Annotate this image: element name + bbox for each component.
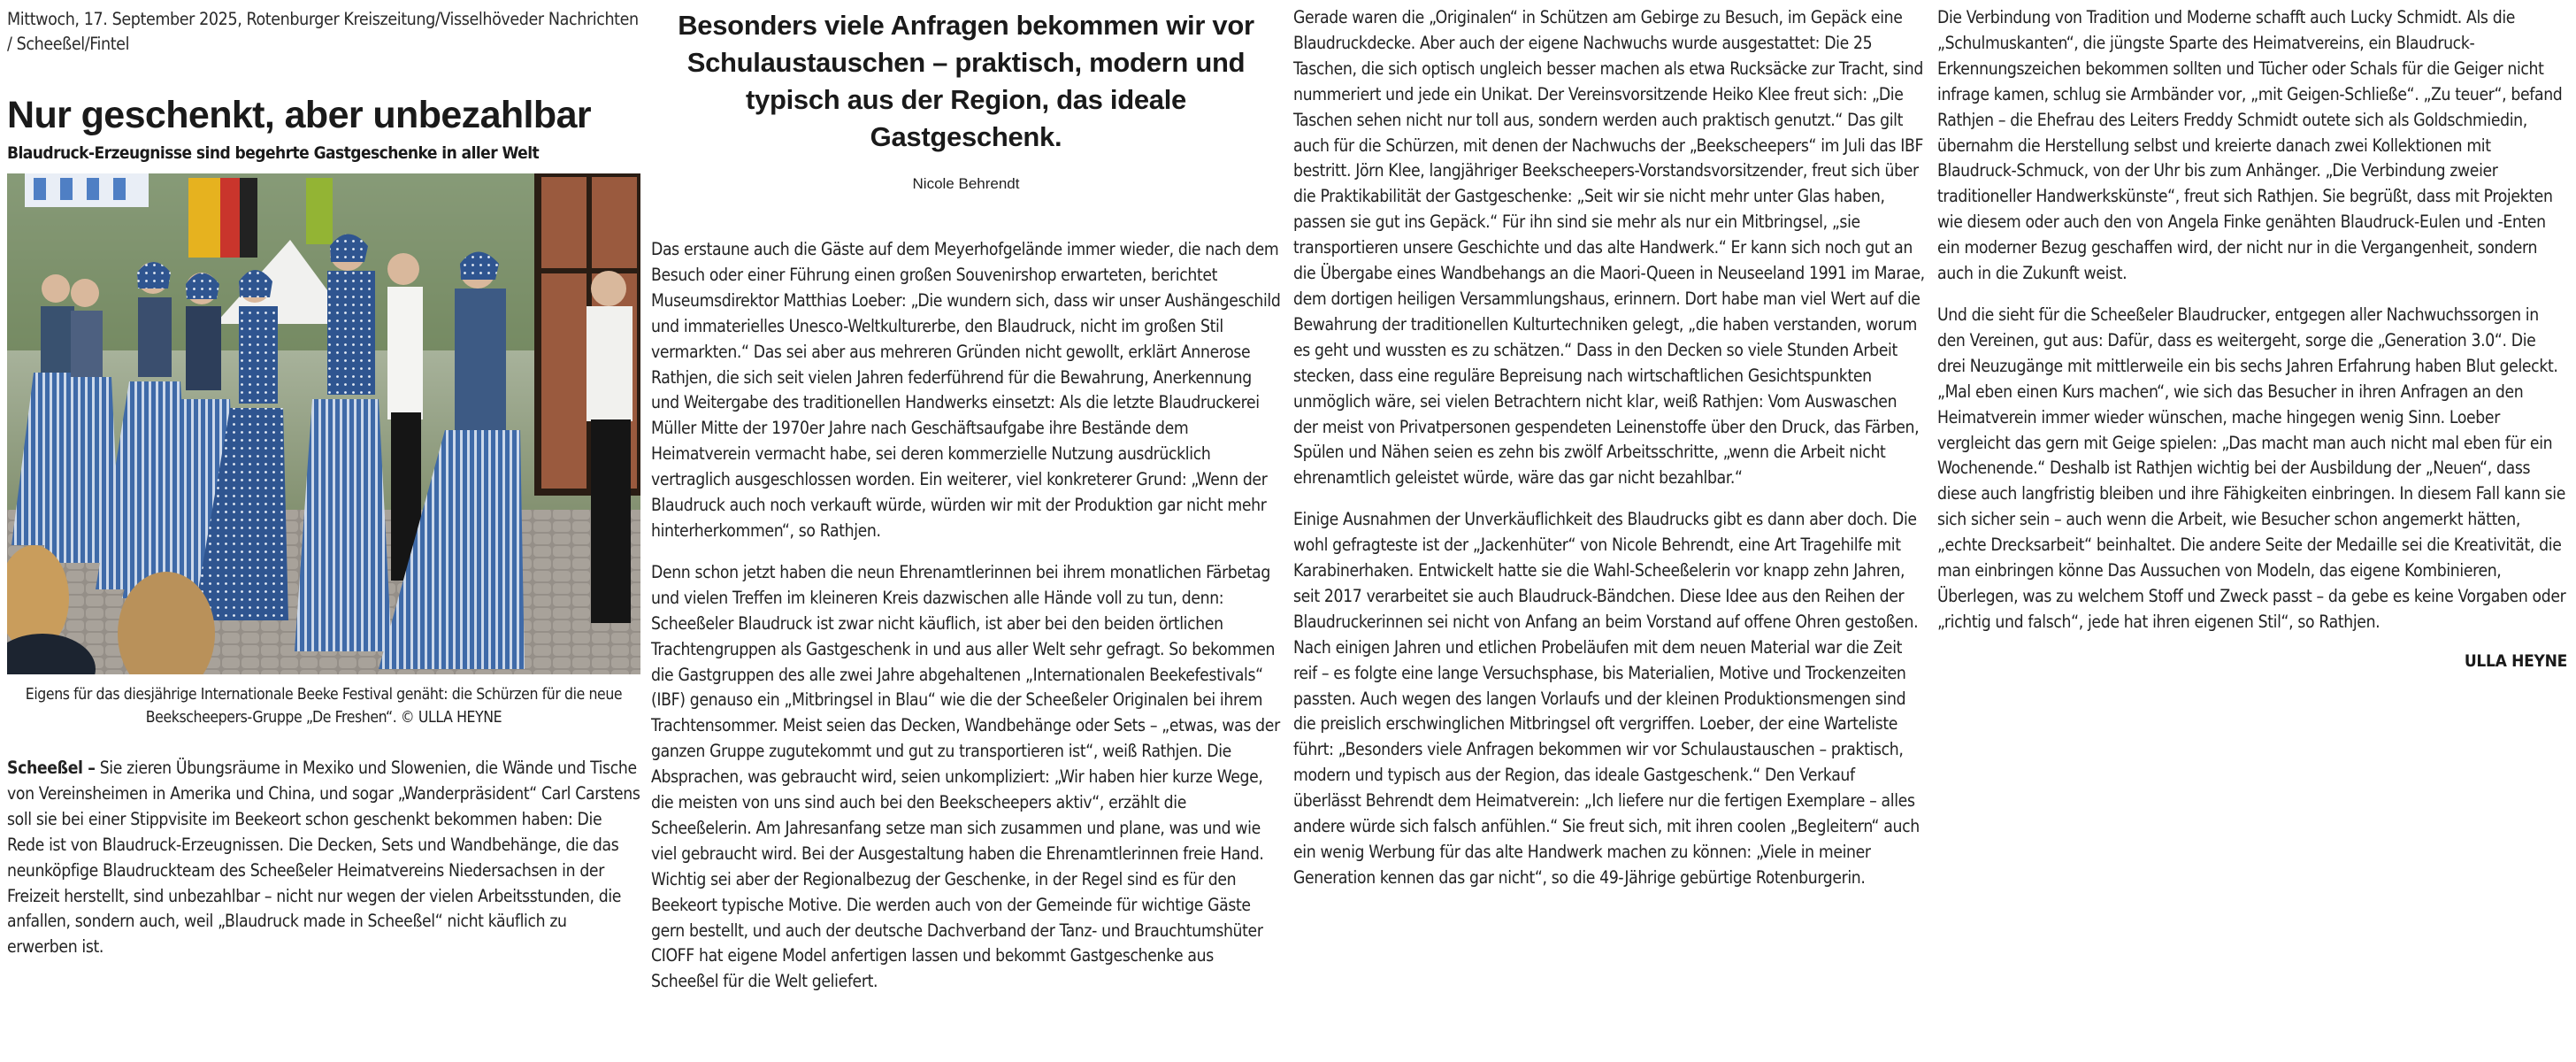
article-photo bbox=[7, 173, 640, 674]
lead-text: Sie zieren Übungsräume in Mexiko und Slowenien, die Wände und Tische von Vereinsheimen in Amerika und China, und sogar „Wanderpräsident“ Carl Carstens soll sie bei einer Stippvisite im Beekeort schon geschenkt bekommen haben: Die Rede ist von Blaudruck-Erzeugnissen. Die Decken, Sets und Wandbehänge, die das neunköpfige Blaudruckteam des Scheeßeler Heimatvereins Niedersachsen in der Freizeit herstellt, sind unbezahlbar – nicht nur wegen der vielen Arbeitsstunden, die anfallen, sondern auch, weil „Blaudruck made in Scheeßel“ nicht käuflich zu erwerben ist. bbox=[7, 758, 640, 958]
lead-paragraph bbox=[7, 756, 640, 960]
column-1 bbox=[7, 0, 640, 1062]
body-paragraph: Denn schon jetzt haben die neun Ehrenamtlerinnen bei ihrem monatlichen Färbetag und vielen Treffen im kleineren Kreis dazwischen alle Hände voll zu tun, denn: Scheeßeler Blaudruck ist zwar nicht käuflich, ist aber bei den beiden örtlichen Trachtengruppen als Gastgeschenk in und aus aller Welt sehr gefragt. So bekommen die Gastgruppen des alle zwei Jahre abgehaltenen „Internationalen Beekefestivals“ (IBF) genauso ein „Mitbringsel in Blau“ wie die der Scheeßeler Originalen bei ihrem Trachtensommer. Meist seien das Decken, Wandbehänge oder Sets – „etwas, was der ganzen Gruppe zugutekommt und gut zu transportieren ist“, weiß Rathjen. Die Absprachen, was gebraucht wird, seien unkompliziert: „Wir haben hier kurze Wege, die meisten von uns sind auch bei den Beekscheepers aktiv“, erzählt die Scheeßelerin. Am Jahresanfang setze man sich zusammen und plane, was und wie viel gebraucht wird. Bei der Ausgestaltung haben die Ehrenamtlerinnen freie Hand. Wichtig sei aber der Regionalbezug der Geschenke, in der Regel sind es für den Beekeort typische Motive. Die werden auch von der Gemeinde für wichtige Gäste gern bestellt, und auch der deutsche Dachverband der Tanz- und Brauchtumshüter CIOFF hat eigene Model anfertigen lassen und bekommt Gastgeschenke aus Scheeßel für die Welt geliefert. bbox=[651, 561, 1280, 992]
author-byline: ULLA HEYNE bbox=[2464, 650, 2567, 671]
photo-caption: Eigens für das diesjährige Internationale Beeke Festival genäht: die Schürzen für die neue Beekscheepers-Gruppe „De Freshen“. © ULLA HEYNE bbox=[25, 686, 623, 727]
body-paragraph: Und die sieht für die Scheeßeler Blaudrucker, entgegen aller Nachwuchssorgen in den Vereinen, gut aus: Dafür, dass es weitergeht, sorge die „Generation 3.0“. Die drei Neuzugänge mit mittlerweile ein bis sechs Jahren Erfahrung haben Blut geleckt. „Mal eben einen Kurs machen“, wie sich das Besucher in ihren Anfragen an den Heimatverein immer wieder wünschen, mache hingegen wenig Sinn. Loeber vergleicht das gern mit Geige spielen: „Das macht man auch nicht mal eben für ein Wochenende.“ Deshalb ist Rathjen wichtig bei der Ausbildung der „Neuen“, dass diese auch langfristig bleiben und ihre Fähigkeiten einbringen. In diesem Fall kann sie sich sicher sein – auch wenn die Arbeit, wie Besucher schon angemerkt hätten, „echte Drecksarbeit“ beinhaltet. Die andere Seite der Medaille sei die Kreativität, die man einbringen könne Das Aussuchen von Modeln, das eigene Kombinieren, Überlegen, was zu welchem Stoff und Zweck passt – da gebe es keine Vorgaben oder „richtig und falsch“, jede hat ihren eigenen Stil“, so Rathjen. bbox=[1937, 304, 2566, 632]
pull-quote-author: Nicole Behrendt bbox=[912, 175, 1020, 192]
column-4 bbox=[1937, 0, 2567, 1062]
body-paragraph: Das erstaune auch die Gäste auf dem Meyerhofgelände immer wieder, die nach dem Besuch oder einer Führung einen großen Souvenirshop erwarteten, berichtet Museumsdirektor Matthias Loeber: „Die wundern sich, dass wir unser Aushängeschild und immaterielles Unesco-Weltkulturerbe, den Blaudruck, nicht im großen Stil vermarkten.“ Das sei aber aus mehreren Gründen nicht gewollt, erklärt Annerose Rathjen, die sich seit vielen Jahren federführend für die Bewahrung, Anerkennung und Weitergabe des traditionellen Handwerks einsetzt: Als die letzte Blaudruckerei Müller Mitte der 1970er Jahre nach Geschäftsaufgabe ihre Bestände dem Heimatverein vermacht habe, sei deren kommerzielle Nutzung ausdrücklich vertraglich ausgeschlossen worden. Ein weiterer, viel konkreterer Grund: „Wenn der Blaudruck auch noch verkauft würde, würden wir mit der Produktion gar nicht mehr hinterherkommen“, so Rathjen. bbox=[651, 239, 1281, 541]
subheadline: Blaudruck-Erzeugnisse sind begehrte Gastgeschenke in aller Welt bbox=[7, 143, 540, 163]
body-paragraph: Gerade waren die „Originalen“ in Schützen am Gebirge zu Besuch, im Gepäck eine Blaudruckdecke. Aber auch der eigene Nachwuchs wurde ausgestattet: Die 25 Taschen, die sich optisch ungleich besser machen als etwa Rucksäcke zur Tracht, sind nummeriert und jede ein Unikat. Der Vereinsvorsitzende Heiko Klee freut sich: „Die Taschen sehen nicht nur toll aus, sondern werden auch praktisch genutzt.“ Das gilt auch für die Schürzen, mit denen der Nachwuchs der „Beekscheepers“ im Juli das IBF bestritt. Jörn Klee, langjähriger Beekscheepers-Vorstandsvorsitzender, freut sich über die Praktikabilität der Gastgeschenke: „Seit wir sie nicht mehr unter Glas haben, passen sie gut ins Gepäck.“ Für ihn sind sie mehr als nur ein Mitbringsel, „sie transportieren unsere Geschichte und das alte Handwerk.“ Er kann sich noch gut an die Übergabe eines Wandbehangs an die Maori-Queen in Neuseeland 1991 im Marae, dem dortigen heiligen Versammlungshaus, erinnern. Dort habe man viel Wert auf die Bewahrung der traditionellen Kulturtechniken gelegt, „die haben verstanden, worum es geht und wussten es zu schätzen.“ Dass in den Decken so viele Stunden Arbeit stecken, dass eine reguläre Bepreisung nach wirtschaftlichen Gesichtspunkten unmöglich wäre, sei vielen Betrachtern nicht klar, weiß Rathjen: Vom Auswaschen der meist von Privatpersonen gespendeten Leinenstoffe über den Druck, das Färben, Spülen und Nähen seien es zehn bis zwölf Arbeitsschritte, „wenn die Arbeit nicht ehrenamtlich geleistet würde, wäre das gar nicht bezahlbar.“ bbox=[1293, 7, 1925, 489]
dancers-photo-illustration bbox=[7, 173, 640, 674]
column-2 bbox=[651, 0, 1281, 1062]
pull-quote: Besonders viele Anfragen bekommen wir vor Schulaustauschen – praktisch, modern und typisch aus der Region, das ideale Gastgeschenk. bbox=[678, 10, 1254, 152]
column-3 bbox=[1293, 0, 1925, 1062]
dateline-place: Scheeßel – bbox=[7, 758, 96, 778]
flag bbox=[188, 178, 220, 258]
headline: Nur geschenkt, aber unbezahlbar bbox=[7, 94, 592, 136]
body-paragraph: Einige Ausnahmen der Unverkäuflichkeit des Blaudrucks gibt es dann aber doch. Die wohl gefragteste ist der „Jackenhüter“ von Nicole Behrendt, eine Art Tragehilfe mit Karabinerhaken. Entwickelt hatte sie die Wahl-Scheeßelerin vor knapp zehn Jahren, seit 2017 verarbeitet sie auch Blaudruck-Bändchen. Diese Idee aus den Reihen der Blaudruckerinnen sei nicht von Anfang an beim Vorstand auf offene Ohren gestoßen. Nach einigen Jahren und etlichen Probeläufen mit dem neuen Material war die Zeit reif – es folgte eine lange Versuchsphase, bis Materialien, Motive und Trockenzeiten passten. Auch wegen des langen Vorlaufs und der kleinen Produktionsmengen sind die preislich erschwinglichen Mitbringsel oft vergriffen. Loeber, der eine Warteliste führt: „Besonders viele Anfragen bekommen wir vor Schulaustauschen – praktisch, modern und typisch aus der Region, das ideale Gastgeschenk.“ Den Verkauf überlässt Behrendt dem Heimatverein: „Ich liefere nur die fertigen Exemplare – alles andere würde sich falsch anfühlen.“ Sie freut sich, mit ihren coolen „Begleitern“ auch ein wenig Werbung für das alte Handwerk machen zu können: „Viele in meiner Generation kennen das gar nicht“, so die 49-Jährige gebürtige Rotenburgerin. bbox=[1293, 509, 1920, 888]
body-paragraph: Die Verbindung von Tradition und Moderne schafft auch Lucky Schmidt. Als die „Schulmuskanten“, die jüngste Sparte des Heimatvereins, ein Blaudruck-Erkennungszeichen bekommen sollten und Tücher oder Schals für die Geiger nicht infrage kamen, schlug sie Armbänder vor, „mit Geigen-Schließe“. „Zu teuer“, befand Rathjen – die Ehefrau des Leiters Freddy Schmidt outete sich als Goldschmiedin, übernahm die Herstellung selbst und kreierte danach zwei Kollektionen mit Blaudruck-Schmuck, von der Uhr bis zum Anhänger. „Die Verbindung zweier traditioneller Handwerkskünste“, freut sich Rathjen. Sie begrüßt, dass mit Projekten wie diesem oder auch den von Angela Finke genähten Blaudruck-Eulen und -Enten ein moderner Bezug geschaffen wird, der nicht nur in die Vergangenheit, sondern auch in die Zukunft weist. bbox=[1937, 7, 2563, 284]
dateline: Mittwoch, 17. September 2025, Rotenburger Kreiszeitung/Visselhöveder Nachrichten / Scheeßel/Fintel bbox=[7, 9, 639, 54]
